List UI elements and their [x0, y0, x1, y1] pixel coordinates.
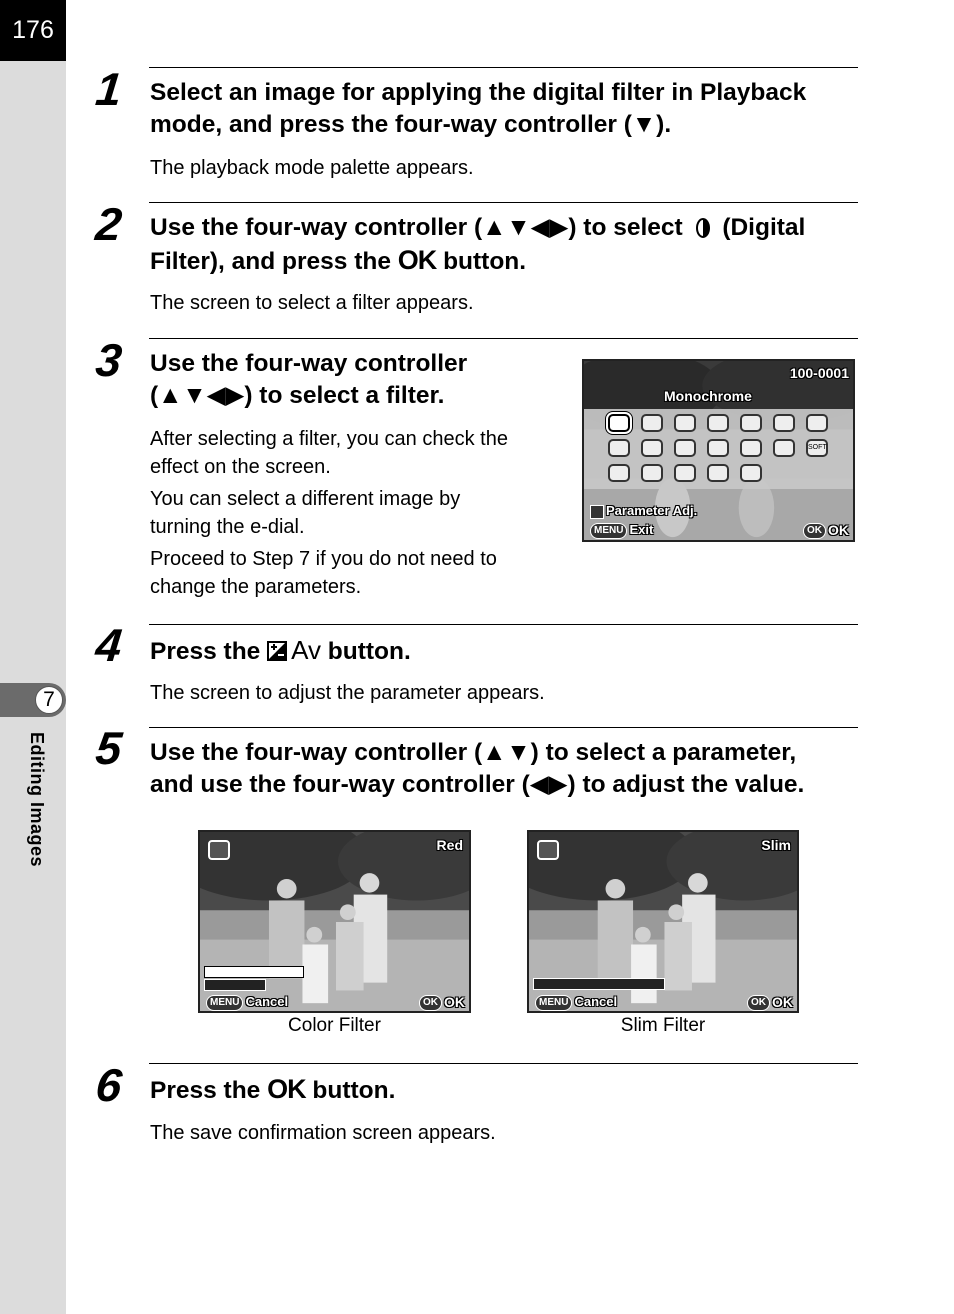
step-divider	[149, 202, 858, 203]
filter-icon[interactable]	[707, 439, 729, 457]
filter-name: Monochrome	[664, 388, 752, 404]
heading-line: Use the four-way controller (▲▼) to select a parameter,	[150, 739, 797, 766]
step-heading	[150, 634, 411, 668]
filter-icon[interactable]	[740, 414, 762, 432]
heading-line: and use the four-way controller (◀▶) to adjust the value.	[150, 771, 805, 798]
filter-icon[interactable]	[674, 439, 696, 457]
filter-icon[interactable]	[740, 464, 762, 482]
file-number: 100-0001	[789, 365, 849, 381]
heading-text: button.	[321, 638, 411, 665]
body-line: Proceed to Step 7 if you do not need to	[150, 548, 497, 570]
step-divider	[149, 67, 858, 68]
step-number: 3	[93, 334, 125, 386]
filter-icon[interactable]	[806, 414, 828, 432]
parameter-slider[interactable]	[533, 978, 665, 990]
step-heading	[150, 1073, 395, 1107]
cancel-control[interactable]: MENU Cancel	[535, 994, 617, 1011]
slim-filter-icon	[537, 840, 559, 860]
step-heading	[150, 212, 805, 278]
ok-icon: OK	[267, 1074, 306, 1104]
ok-icon: OK	[747, 995, 770, 1011]
parameter-slider[interactable]	[204, 966, 304, 978]
filter-icon[interactable]	[740, 439, 762, 457]
ok-icon: OK	[397, 245, 437, 275]
filter-icon[interactable]	[707, 414, 729, 432]
heading-line: mode, and press the four-way controller (▼).	[150, 111, 672, 138]
ok-icon: OK	[803, 523, 826, 539]
heading-line: Use the four-way controller	[150, 350, 468, 377]
step-number: 1	[93, 63, 125, 115]
step-divider	[149, 624, 858, 625]
step-divider	[149, 1063, 858, 1064]
filter-icon[interactable]	[773, 414, 795, 432]
filter-palette	[584, 409, 853, 489]
filter-monochrome-icon[interactable]	[608, 414, 630, 432]
body-line: effect on the screen.	[150, 456, 331, 478]
heading-line: Select an image for applying the digital filter in Playback	[150, 79, 807, 106]
exit-control[interactable]: MENU Exit	[590, 522, 653, 539]
step-body	[150, 425, 508, 601]
filter-icon[interactable]	[608, 439, 630, 457]
ok-control[interactable]: OK OK	[747, 994, 793, 1011]
filter-icon[interactable]	[707, 464, 729, 482]
step-number: 6	[93, 1059, 125, 1111]
step-body: The save confirmation screen appears.	[150, 1122, 496, 1144]
slim-filter-screen	[527, 830, 799, 1013]
step-number: 5	[93, 722, 125, 774]
menu-icon: MENU	[590, 523, 627, 539]
filter-soft-icon[interactable]: SOFT	[806, 439, 828, 457]
ok-control[interactable]: OK OK	[803, 522, 849, 539]
step-body: The playback mode palette appears.	[150, 157, 474, 179]
av-icon: Av	[291, 635, 321, 665]
chapter-title: Editing Images	[27, 732, 47, 868]
step-number: 2	[93, 198, 125, 250]
step-body: The screen to adjust the parameter appears.	[150, 682, 545, 704]
heading-line: (▲▼◀▶) to select a filter.	[150, 382, 445, 409]
step-heading	[150, 77, 806, 141]
step-number: 4	[93, 619, 125, 671]
ok-icon: OK	[419, 995, 442, 1011]
color-filter-screen	[198, 830, 471, 1013]
body-line: You can select a different image by	[150, 488, 461, 510]
filter-icon[interactable]	[773, 439, 795, 457]
heading-text: Press the	[150, 1077, 268, 1104]
step-body: The screen to select a filter appears.	[150, 292, 474, 314]
heading-text: Press the	[150, 638, 268, 665]
cancel-control[interactable]: MENU Cancel	[206, 994, 288, 1011]
heading-text: button.	[436, 248, 527, 275]
filter-icon[interactable]	[674, 464, 696, 482]
filter-select-screen	[582, 359, 855, 542]
exposure-compensation-icon	[267, 638, 287, 658]
heading-text: button.	[305, 1077, 396, 1104]
filter-icon[interactable]	[641, 464, 663, 482]
filter-value: Slim	[761, 837, 791, 853]
body-line: After selecting a filter, you can check the	[150, 428, 508, 450]
filter-value: Red	[436, 837, 463, 853]
screen-caption: Slim Filter	[620, 1015, 706, 1036]
filter-icon[interactable]	[641, 439, 663, 457]
exposure-compensation-icon	[590, 505, 604, 519]
parameter-adj-label: Parameter Adj.	[590, 503, 697, 519]
digital-filter-icon	[696, 215, 710, 235]
digital-filter-icon	[208, 840, 230, 860]
step-divider	[149, 727, 858, 728]
page-number: 176	[0, 0, 66, 61]
screen-caption: Color Filter	[288, 1015, 381, 1036]
step-divider	[149, 338, 858, 339]
ok-control[interactable]: OK OK	[419, 994, 465, 1011]
heading-text: Filter), and press the	[150, 248, 398, 275]
filter-icon[interactable]	[674, 414, 696, 432]
body-line: turning the e-dial.	[150, 516, 305, 538]
filter-icon[interactable]	[641, 414, 663, 432]
heading-text: (Digital	[715, 214, 806, 241]
sidebar	[0, 0, 66, 1314]
menu-icon: MENU	[535, 995, 572, 1011]
chapter-number: 7	[35, 686, 63, 714]
body-line: change the parameters.	[150, 576, 362, 598]
step-heading	[150, 737, 804, 801]
filter-icon[interactable]	[608, 464, 630, 482]
step-heading	[150, 348, 467, 412]
heading-text: Use the four-way controller (▲▼◀▶) to select	[150, 214, 690, 241]
menu-icon: MENU	[206, 995, 243, 1011]
parameter-slider[interactable]	[204, 979, 266, 991]
